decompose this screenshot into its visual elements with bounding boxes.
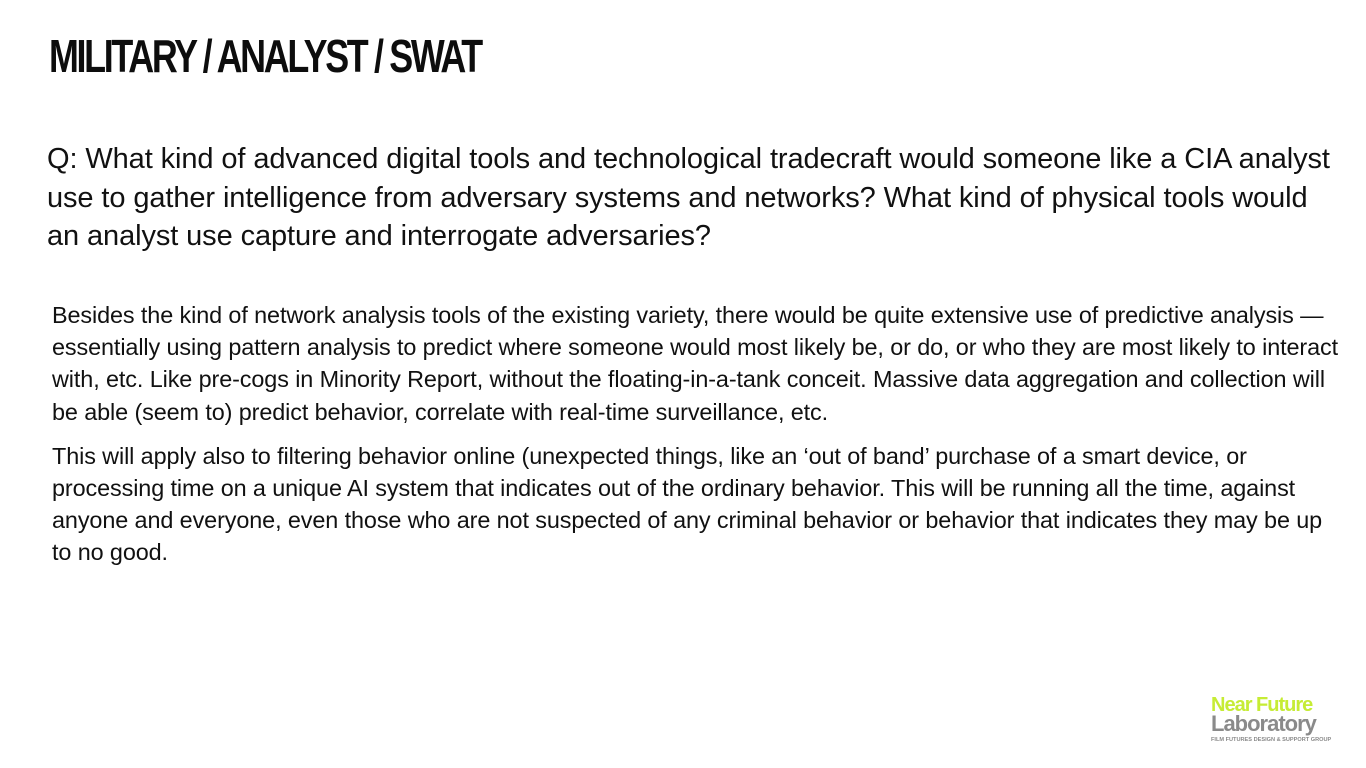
near-future-laboratory-logo [1211, 695, 1351, 747]
logo-tagline: FILM FUTURES DESIGN & SUPPORT GROUP [1211, 737, 1332, 743]
logo-line-near-future: Near Future [1211, 694, 1313, 716]
answer-paragraph-1: Besides the kind of network analysis tools of the existing variety, there would be quite extensive use of predictive analysis — essentially using pattern analysis to predict where someone would most likely be, or do, or who they are most likely to interact with, etc. Like pre-cogs in Minority Report, without the floating-in-a-tank conceit. Massive data aggregation and collection will be able (seem to) predict behavior, correlate with real-time surveillance, etc. [52, 302, 1339, 425]
question-text: Q: What kind of advanced digital tools and technological tradecraft would someone like a CIA analyst use to gather intelligence from adversary systems and networks? What kind of physical tools would an analyst use capture and interrogate adversaries? [47, 143, 1330, 252]
answer-paragraph-2: This will apply also to filtering behavior online (unexpected things, like an ‘out of band’ purchase of a smart device, or processing time on a unique AI system that indicates out of the ordinary behavior. This will be running all the time, against anyone and everyone, even those who are not suspected of any criminal behavior or behavior that indicates they may be up to no good. [52, 442, 1323, 566]
slide-title: MILITARY / ANALYST / SWAT [49, 30, 481, 82]
logo-line-laboratory: Laboratory [1211, 711, 1316, 736]
answer-body [52, 299, 1342, 581]
